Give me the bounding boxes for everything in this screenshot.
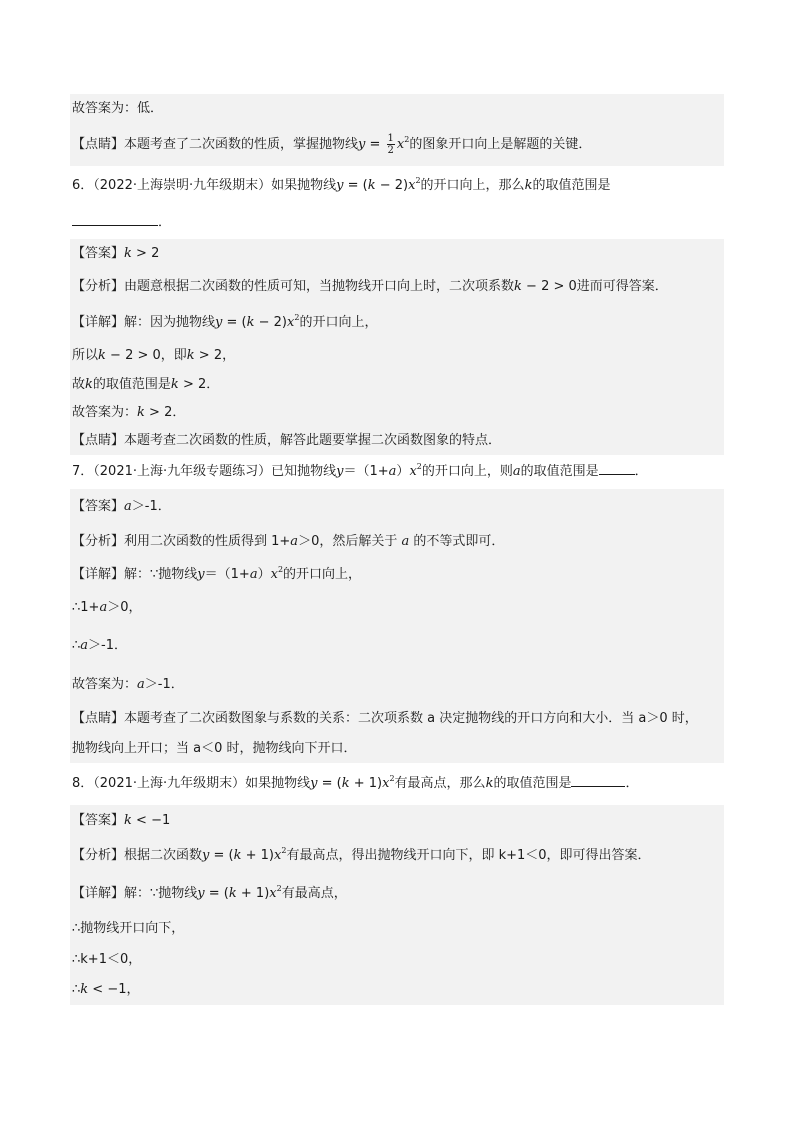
text-run: − 2 > 0，即 <box>105 348 187 363</box>
math-variable: x <box>409 464 417 479</box>
text-line <box>70 945 724 975</box>
math-exponent: 2 <box>404 134 410 144</box>
math-fraction <box>387 133 395 156</box>
math-variable: k <box>85 377 93 392</box>
text-run: + 1) <box>241 848 274 863</box>
text-line <box>70 913 724 945</box>
text-run: > 2． <box>144 405 186 420</box>
math-exponent: 2 <box>389 773 395 783</box>
text-run: 【答案】 <box>72 813 125 828</box>
math-variable: k <box>367 178 376 193</box>
text-line <box>70 305 724 341</box>
text-run: ． <box>634 464 648 479</box>
math-exponent: 2 <box>416 461 422 471</box>
math-variable: a <box>137 677 145 692</box>
text-line <box>70 875 724 913</box>
text-run: 有最高点， <box>281 886 347 901</box>
math-variable: x <box>382 776 390 791</box>
math-variable: a <box>512 464 521 479</box>
document-page <box>70 94 724 1005</box>
text-line <box>70 239 724 269</box>
math-variable: k <box>228 886 237 901</box>
text-run: 故答案为：低． <box>72 101 164 116</box>
text-run: 的图象开口向上是解题的关键． <box>409 137 592 152</box>
text-run: 【答案】 <box>72 246 125 261</box>
text-line <box>70 399 724 427</box>
text-run: 的开口向上， <box>299 315 378 330</box>
text-run: ∴ <box>72 638 81 653</box>
math-variable: a <box>124 499 132 514</box>
math-variable: x <box>270 567 278 582</box>
text-run: ） <box>257 567 271 582</box>
text-run: > 2， <box>194 348 236 363</box>
math-variable: x <box>287 315 295 330</box>
math-variable: y <box>197 567 205 582</box>
math-variable: k <box>98 348 106 363</box>
text-run: > 2． <box>178 377 220 392</box>
text-run: 所以 <box>72 348 99 363</box>
text-run: ＞-1． <box>131 499 171 514</box>
text-run: ∴1+ <box>72 600 100 615</box>
math-exponent: 2 <box>277 564 284 574</box>
text-run: 的取值范围是 <box>92 377 171 392</box>
math-variable: x <box>396 137 405 152</box>
fraction-numerator: 1 <box>387 133 394 144</box>
math-variable: y <box>336 464 344 479</box>
math-variable: x <box>269 886 277 901</box>
math-variable: a <box>401 534 410 549</box>
text-run: ∴抛物线开口向下， <box>72 921 185 936</box>
math-variable: a <box>249 567 258 582</box>
math-variable: k <box>124 813 132 828</box>
answer-blank <box>72 212 158 226</box>
text-line <box>70 591 724 625</box>
text-run: ． <box>158 215 172 230</box>
math-variable: a <box>99 600 108 615</box>
text-line <box>70 837 724 875</box>
math-variable: y <box>310 776 318 791</box>
text-run: 的不等式即可． <box>409 534 505 549</box>
text-line <box>70 703 724 735</box>
math-variable: y <box>202 848 210 863</box>
text-line <box>70 427 724 455</box>
math-variable: k <box>186 348 195 363</box>
text-run: 的取值范围是 <box>493 776 572 791</box>
text-run: > 2 <box>131 246 160 261</box>
math-variable: x <box>274 848 282 863</box>
text-run: ． <box>625 776 639 791</box>
math-variable: k <box>137 405 145 420</box>
text-run: 【分析】利用二次函数的性质得到 1+ <box>72 534 291 549</box>
math-variable: k <box>246 315 255 330</box>
text-run: ＞-1． <box>144 677 184 692</box>
text-line <box>70 805 724 837</box>
text-run: 有最高点，那么 <box>394 776 486 791</box>
text-line <box>70 667 724 703</box>
text-run: 【详解】解：∵抛物线 <box>72 886 198 901</box>
text-run: 有最高点，得出抛物线开口向下，即 k+1＜0，即可得出答案． <box>286 848 651 863</box>
text-run: 8．（2021·上海·九年级期末）如果抛物线 <box>72 776 311 791</box>
math-exponent: 2 <box>294 312 300 322</box>
math-variable: k <box>341 776 350 791</box>
text-line <box>70 166 724 206</box>
text-line <box>70 455 724 489</box>
text-run: 7．（2021·上海·九年级专题练习）已知抛物线 <box>72 464 337 479</box>
math-exponent: 2 <box>276 883 282 893</box>
text-line <box>70 489 724 525</box>
text-run: 的取值范围是 <box>532 178 611 193</box>
text-line <box>70 625 724 667</box>
math-variable: y <box>215 315 223 330</box>
text-run: = ( <box>317 776 342 791</box>
text-run: = ( <box>209 848 234 863</box>
answer-blank <box>599 461 635 475</box>
text-line <box>70 559 724 591</box>
text-run: 【详解】解：∵抛物线 <box>72 567 198 582</box>
text-run: 【点睛】本题考查了二次函数图象与系数的关系：二次项系数 a 决定抛物线的开口方向和大小．当 a＞0 时， <box>72 711 698 726</box>
text-run: ＝（1+ <box>204 567 250 582</box>
text-run: ∴ <box>72 982 81 997</box>
math-exponent: 2 <box>281 845 287 855</box>
math-variable: x <box>408 178 416 193</box>
math-variable: k <box>80 982 89 997</box>
text-run: = ( <box>204 886 229 901</box>
text-run: ＞0，然后解关于 <box>298 534 402 549</box>
text-line <box>70 206 724 239</box>
math-variable: k <box>485 776 494 791</box>
text-line <box>70 525 724 559</box>
text-run: ） <box>396 464 410 479</box>
math-variable: k <box>233 848 242 863</box>
text-run: 抛物线向上开口；当 a＜0 时，抛物线向下开口． <box>72 741 357 756</box>
text-run: − 2) <box>375 178 409 193</box>
text-line <box>70 341 724 371</box>
text-run: < −1， <box>88 982 140 997</box>
text-line <box>70 735 724 763</box>
math-variable: k <box>170 377 179 392</box>
math-variable: k <box>514 279 522 294</box>
text-run: 【详解】解：因为抛物线 <box>72 315 216 330</box>
math-variable: a <box>80 638 89 653</box>
math-variable: a <box>290 534 299 549</box>
text-run: 【点睛】本题考查了二次函数的性质，掌握抛物线 <box>72 137 359 152</box>
math-variable: k <box>124 246 132 261</box>
text-run: 故答案为： <box>72 677 138 692</box>
math-variable: y <box>336 178 344 193</box>
text-line <box>70 94 724 124</box>
text-run: ＞0， <box>107 600 142 615</box>
text-run: + 1) <box>236 886 270 901</box>
math-variable: y <box>358 137 366 152</box>
text-line <box>70 763 724 805</box>
text-run: 6．（2022·上海崇明·九年级期末）如果抛物线 <box>72 178 337 193</box>
text-run: ＞-1． <box>88 638 128 653</box>
math-variable: k <box>524 178 533 193</box>
text-run: < −1 <box>131 813 171 828</box>
text-run: 【分析】由题意根据二次函数的性质可知，当抛物线开口向上时，二次项系数 <box>72 279 515 294</box>
text-run: 的开口向上， <box>283 567 362 582</box>
text-run: − 2 > 0进而可得答案． <box>521 279 668 294</box>
math-variable: a <box>388 464 397 479</box>
text-line <box>70 269 724 305</box>
text-run: = ( <box>343 178 368 193</box>
text-run: 的取值范围是 <box>520 464 599 479</box>
text-run: 故 <box>72 377 86 392</box>
text-run: + 1) <box>349 776 383 791</box>
text-run: 【点睛】本题考查二次函数的性质，解答此题要掌握二次函数图象的特点． <box>72 433 502 448</box>
text-run: 【答案】 <box>72 499 125 514</box>
math-variable: y <box>197 886 205 901</box>
text-run: 故答案为： <box>72 405 138 420</box>
fraction-denominator: 2 <box>387 145 394 156</box>
text-run: = <box>365 137 385 152</box>
text-run: = ( <box>222 315 247 330</box>
text-run: 的开口向上，那么 <box>420 178 525 193</box>
text-run: 【分析】根据二次函数 <box>72 848 203 863</box>
text-line <box>70 124 724 166</box>
text-line <box>70 975 724 1005</box>
text-run: ＝（1+ <box>343 464 389 479</box>
text-run: ∴k+1＜0， <box>72 952 142 967</box>
text-line <box>70 371 724 399</box>
answer-blank <box>571 773 625 787</box>
math-exponent: 2 <box>415 175 421 185</box>
text-run: 的开口向上，则 <box>421 464 513 479</box>
text-run: − 2) <box>254 315 287 330</box>
